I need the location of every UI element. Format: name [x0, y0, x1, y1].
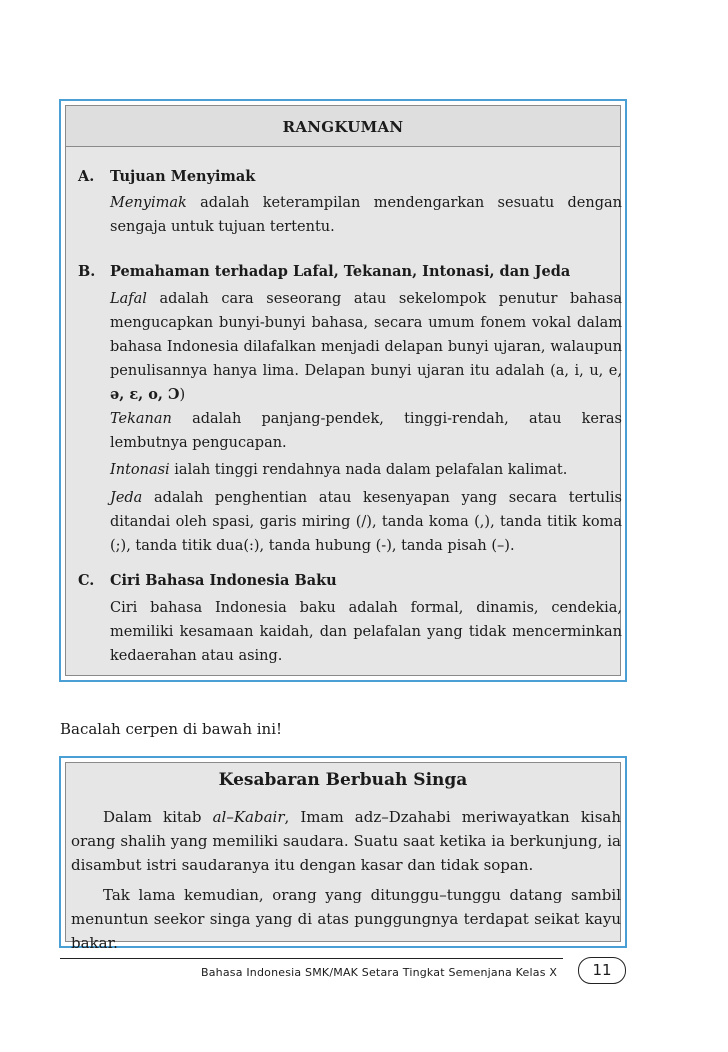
- term-lafal: Lafal: [110, 291, 147, 307]
- section-b-letter: B.: [78, 263, 96, 280]
- story-box: [59, 756, 627, 952]
- term-tekanan: Tekanan: [110, 411, 172, 427]
- story-title: Kesabaran Berbuah Singa: [218, 770, 468, 790]
- section-a-heading: Tujuan Menyimak: [110, 168, 256, 185]
- story-paragraph-2: Tak lama kemudian, orang yang ditunggu–tunggu datang sambil menuntun seekor singa yang di atas punggungnya terdapat seikat kayu bakar.: [71, 886, 621, 952]
- section-b-heading: Pemahaman terhadap Lafal, Tekanan, Intonasi, dan Jeda: [110, 263, 571, 280]
- term-menyimak: Menyimak: [110, 195, 187, 211]
- lafal-tail: ): [179, 387, 186, 403]
- story-panel: [65, 762, 622, 952]
- summary-box: [59, 99, 627, 682]
- vowel-symbols: ə, ε, o, Ɔ: [110, 386, 180, 403]
- paragraph-lafal: [110, 287, 622, 407]
- paragraph-intonasi: [110, 458, 622, 482]
- definition-menyimak: adalah keterampilan mendengarkan sesuatu dengan sengaja untuk tujuan tertentu.: [110, 195, 622, 235]
- paragraph-tekanan: [110, 407, 622, 455]
- paragraph-ciri-baku: Ciri bahasa Indonesia baku adalah formal, dinamis, cendekia, memiliki kesamaan kaidah, dan pelafalan yang tidak mencerminkan kedaerahan atau asing.: [110, 600, 622, 664]
- definition-jeda: adalah penghentian atau kesenyapan yang secara tertulis ditandai oleh spasi, garis miring (/), tanda koma (,), tanda titik koma (;), tanda titik dua(:), tanda hubung (-), tanda pisah (–).: [110, 490, 622, 554]
- story-p1-start: Dalam kitab: [103, 808, 213, 826]
- story-p1-rest: , Imam adz–Dzahabi meriwayatkan kisah orang shalih yang memiliki saudara. Suatu saat ketika ia berkunjung, ia disambut istri saudaranya itu dengan kasar dan tidak sopan.: [71, 808, 622, 874]
- summary-header: [66, 106, 620, 147]
- definition-tekanan: adalah panjang-pendek, tinggi-rendah, atau keras lembutnya pengucapan.: [110, 411, 622, 451]
- term-intonasi: Intonasi: [110, 462, 170, 478]
- summary-title: RANGKUMAN: [282, 118, 404, 136]
- page-number: 11: [578, 957, 626, 984]
- story-paragraph-1: [71, 805, 621, 877]
- definition-lafal: adalah cara seseorang atau sekelompok penutur bahasa mengucapkan bunyi-bunyi bahasa, secara umum fonem vokal dalam bahasa Indonesia dilafalkan menjadi delapan bunyi ujaran, walaupun penulisannya hanya lima. Delapan bunyi ujaran itu adalah (a, i, u, e,: [110, 291, 622, 379]
- section-a-letter: A.: [78, 168, 95, 185]
- story-book-title: al–Kabair: [212, 808, 285, 826]
- reading-instruction: Bacalah cerpen di bawah ini!: [60, 720, 283, 738]
- section-c-heading: Ciri Bahasa Indonesia Baku: [110, 572, 337, 589]
- paragraph-menyimak: [110, 191, 622, 239]
- section-c-letter: C.: [78, 572, 95, 589]
- footer-rule: [60, 958, 563, 959]
- definition-intonasi: ialah tinggi rendahnya nada dalam pelafalan kalimat.: [169, 462, 568, 478]
- footer-book-title: Bahasa Indonesia SMK/MAK Setara Tingkat Semenjana Kelas X: [201, 966, 558, 979]
- summary-panel: [65, 105, 621, 676]
- term-jeda: Jeda: [110, 490, 143, 506]
- paragraph-jeda: [110, 486, 622, 558]
